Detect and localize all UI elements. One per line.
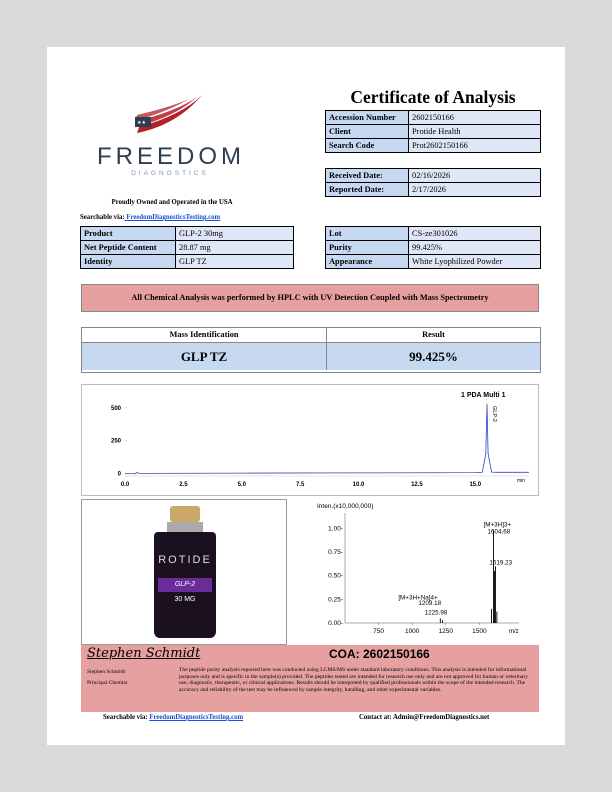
x-unit-label: min (517, 478, 526, 484)
x-tick-label: 15.0 (469, 482, 482, 488)
chemist-name: Stephen Schmidt (87, 669, 126, 675)
peak-label: GLP-2 (490, 406, 497, 422)
row-value: 99.425% (409, 241, 541, 255)
row-value: Prot2602150166 (409, 139, 541, 153)
peak-annotation: [M+3H+Na]4+ (398, 594, 438, 602)
row-value: 2602150166 (409, 111, 541, 125)
y-tick-label: 0 (117, 471, 121, 478)
x-tick-label: 5.0 (237, 482, 246, 488)
y-axis-label: Inten.(x10,000,000) (317, 503, 374, 510)
table-row (81, 255, 294, 269)
y-tick-label: 0.00- (328, 620, 343, 627)
mass-id-value: GLP TZ (82, 343, 327, 370)
x-tick-label: 0.0 (120, 482, 130, 488)
flag-logo-icon (127, 95, 227, 137)
chemist-role: Principal Chemist (87, 680, 128, 686)
row-label: Appearance (326, 255, 409, 269)
y-tick-label: 250 (110, 438, 121, 445)
product-table (80, 226, 294, 269)
logo-subtitle: DIAGNOSTICS (131, 170, 209, 177)
row-label: Purity (326, 241, 409, 255)
hplc-chromatogram (81, 384, 539, 496)
row-label: Lot (326, 227, 409, 241)
result-header: Result (327, 328, 540, 343)
contact-email[interactable]: Contact at: Admin@FreedomDiagnostics.net (359, 714, 490, 721)
table-row (326, 183, 541, 197)
y-tick-label: 1.00- (328, 525, 343, 533)
logo-wordmark: FREEDOM (97, 143, 245, 170)
method-banner: All Chemical Analysis was performed by HPLC with UV Detection Coupled with Mass Spectrometry (81, 284, 539, 312)
searchable-line (80, 214, 220, 221)
y-tick-label: 500 (110, 405, 121, 412)
table-row (326, 255, 541, 269)
signature: Stephen Schmidt (87, 646, 201, 661)
x-tick-label: 1250 (438, 628, 454, 635)
row-value: GLP TZ (176, 255, 294, 269)
searchable-label: Searchable via: (80, 214, 125, 221)
vial-label (154, 532, 216, 638)
table-row (326, 227, 541, 241)
table-row (326, 111, 541, 125)
row-label: Identity (81, 255, 176, 269)
row-value: GLP-2 30mg (176, 227, 294, 241)
peak-annotation: 1209.18 (418, 600, 442, 608)
lot-table (325, 226, 541, 269)
peak-annotation: 1604.68 (487, 528, 511, 536)
table-row (326, 241, 541, 255)
row-value: 2/17/2026 (409, 183, 541, 197)
result-value: 99.425% (327, 343, 540, 370)
coa-number: COA: 2602150166 (329, 647, 430, 661)
vial-cap (170, 506, 200, 522)
row-value: 28.87 mg (176, 241, 294, 255)
x-unit-label: m/z (509, 629, 519, 635)
footer-searchable (103, 714, 243, 721)
footer-searchable-label: Searchable via: (103, 714, 148, 721)
x-tick-label: 2.5 (179, 482, 188, 488)
row-label: Reported Date: (326, 183, 409, 197)
x-tick-label: 12.5 (411, 482, 423, 488)
vial-product: GLP-2 (158, 578, 212, 592)
row-label: Product (81, 227, 176, 241)
mass-table (81, 327, 541, 373)
tagline: Proudly Owned and Operated in the USA (111, 199, 233, 206)
row-label: Client (326, 125, 409, 139)
x-tick-label: 10.0 (352, 482, 365, 488)
row-label: Received Date: (326, 169, 409, 183)
x-tick-label: 1500 (472, 628, 487, 635)
table-row (326, 139, 541, 153)
chart-legend: 1 PDA Multi 1 (461, 392, 506, 399)
footer-searchable-link[interactable]: FreedomDiagnosticsTesting.com (149, 714, 244, 721)
vial-dose: 30 MG (174, 596, 196, 603)
product-photo (81, 499, 287, 645)
x-tick-label: 1000 (404, 628, 420, 635)
peak-annotation: 1225.98 (424, 609, 448, 617)
peak-annotation: [M+3H]3+ (483, 521, 512, 529)
y-tick-label: 0.50- (328, 572, 343, 580)
mass-id-header: Mass Identification (82, 328, 327, 343)
vial-brand: ROTIDE (158, 554, 212, 566)
row-label: Accession Number (326, 111, 409, 125)
x-tick-label: 7.5 (295, 482, 305, 488)
row-value: White Lyophilized Powder (409, 255, 541, 269)
y-tick-label: 0.75- (328, 549, 343, 557)
mass-spectrum (289, 499, 541, 645)
accession-table (325, 110, 541, 153)
disclaimer: The peptide purity analysis reported here was conducted using LCMS/MS under standard laboratory conditions. This analysis is intended for informational purposes only and is specific to the sample(s) provided. The peptides tested are intended for research use only and are not approved for human or veterinary use, diagnostic, therapeutic, or clinical applications. Results should be interpreted by qualified professionals within the scope of the intended research. The accuracy and reliability of the test may be influenced by sample integrity, handling, and other experimental variables. (179, 667, 529, 693)
certificate-page (47, 47, 565, 745)
table-row (81, 227, 294, 241)
signature-footer (81, 645, 539, 712)
table-row (326, 125, 541, 139)
row-label: Net Peptide Content (81, 241, 176, 255)
table-row (81, 241, 294, 255)
searchable-link[interactable]: FreedomDiagnosticsTesting.com (124, 214, 221, 221)
x-tick-label: 750 (373, 628, 385, 635)
page-title: Certificate of Analysis (350, 87, 516, 107)
y-tick-label: 0.25- (328, 596, 343, 604)
row-value: Protide Health (409, 125, 541, 139)
row-value: 02/16/2026 (409, 169, 541, 183)
table-row (326, 169, 541, 183)
svg-text:★★: ★★ (137, 120, 146, 126)
row-value: CS-ze301026 (409, 227, 541, 241)
row-label: Search Code (326, 139, 409, 153)
dates-table (325, 168, 541, 197)
vial-neck (167, 522, 203, 532)
peak-annotation: 1619.23 (489, 559, 513, 567)
